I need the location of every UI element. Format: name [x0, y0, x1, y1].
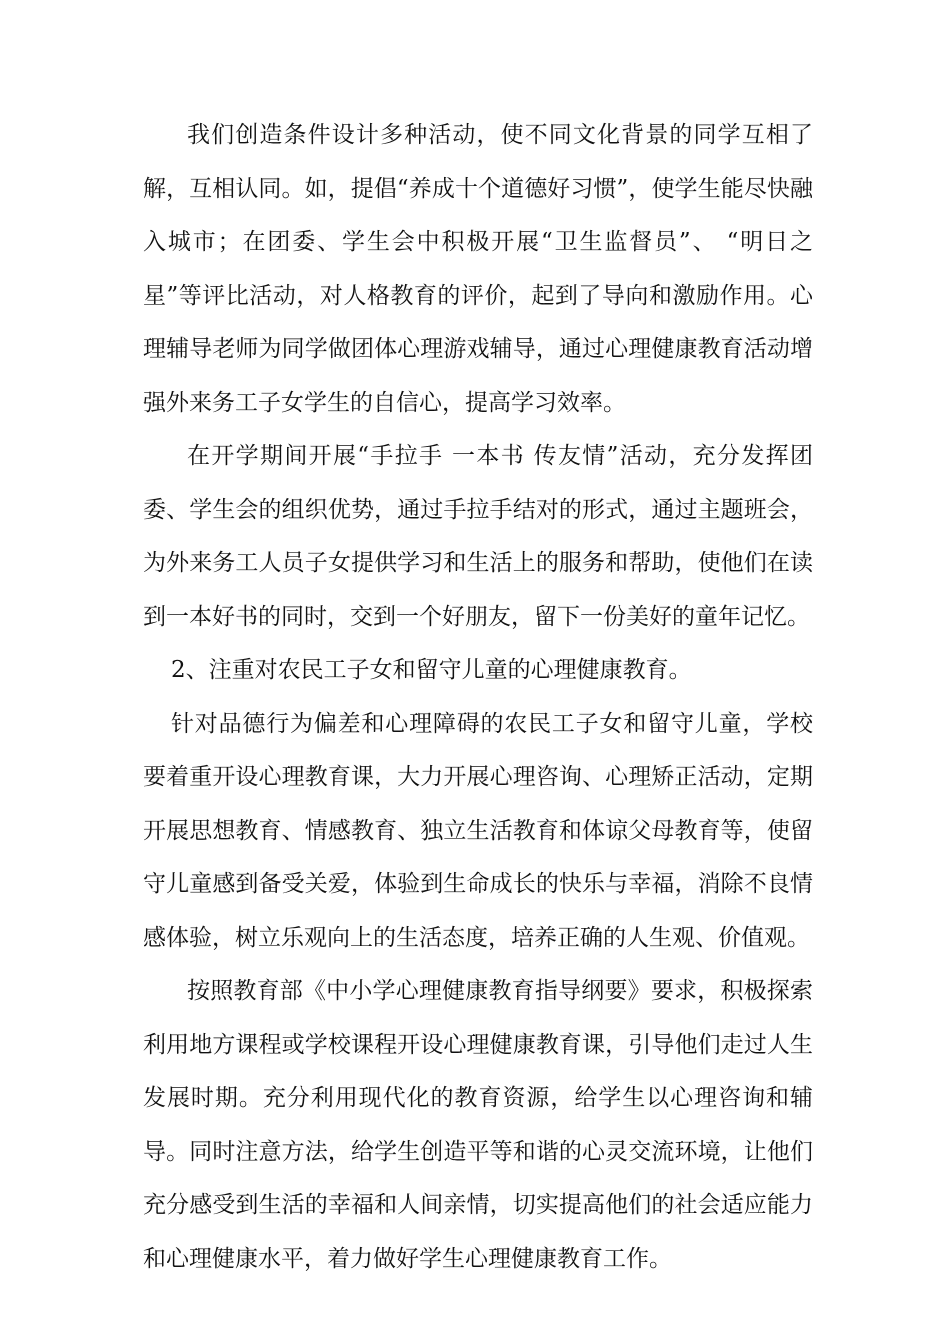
- paragraph-guidelines: 按照教育部《中小学心理健康教育指导纲要》要求，积极探索利用地方课程或学校课程开设心理健康教育课，引导他们走过人生发展时期。充分利用现代化的教育资源，给学生以心理咨询和辅导。同时注意方法，给学生创造平等和谐的心灵交流环境，让他们充分感受到生活的幸福和人间亲情，切实提高他们的社会适应能力和心理健康水平，着力做好学生心理健康教育工作。: [143, 978, 813, 1272]
- paragraph-hand-in-hand: 在开学期间开展“手拉手 一本书 传友情”活动，充分发挥团委、学生会的组织优势，通过手拉手结对的形式，通过主题班会，为外来务工人员子女提供学习和生活上的服务和帮助，使他们在读到一本好书的同时，交到一个好朋友，留下一份美好的童年记忆。: [143, 443, 813, 630]
- section-heading-2: 2、注重对农民工子女和留守儿童的心理健康教育。: [171, 657, 692, 683]
- document-body: [143, 109, 813, 1286]
- paragraph-activities: 我们创造条件设计多种活动，使不同文化背景的同学互相了解，互相认同。如，提倡“养成十个道德好习惯”，使学生能尽快融入城市；在团委、学生会中积极开展“卫生监督员”、 “明日之星”等评比活动，对人格教育的评价，起到了导向和激励作用。心理辅导老师为同学做团体心理游戏辅导，通过心理健康教育活动增强外来务工子女学生的自信心，提高学习效率。: [143, 122, 813, 416]
- paragraph-left-behind-children: 针对品德行为偏差和心理障碍的农民工子女和留守儿童，学校要着重开设心理教育课，大力开展心理咨询、心理矫正活动，定期开展思想教育、情感教育、独立生活教育和体谅父母教育等，使留守儿童感到备受关爱，体验到生命成长的快乐与幸福，消除不良情感体验，树立乐观向上的生活态度，培养正确的人生观、价值观。: [143, 710, 813, 951]
